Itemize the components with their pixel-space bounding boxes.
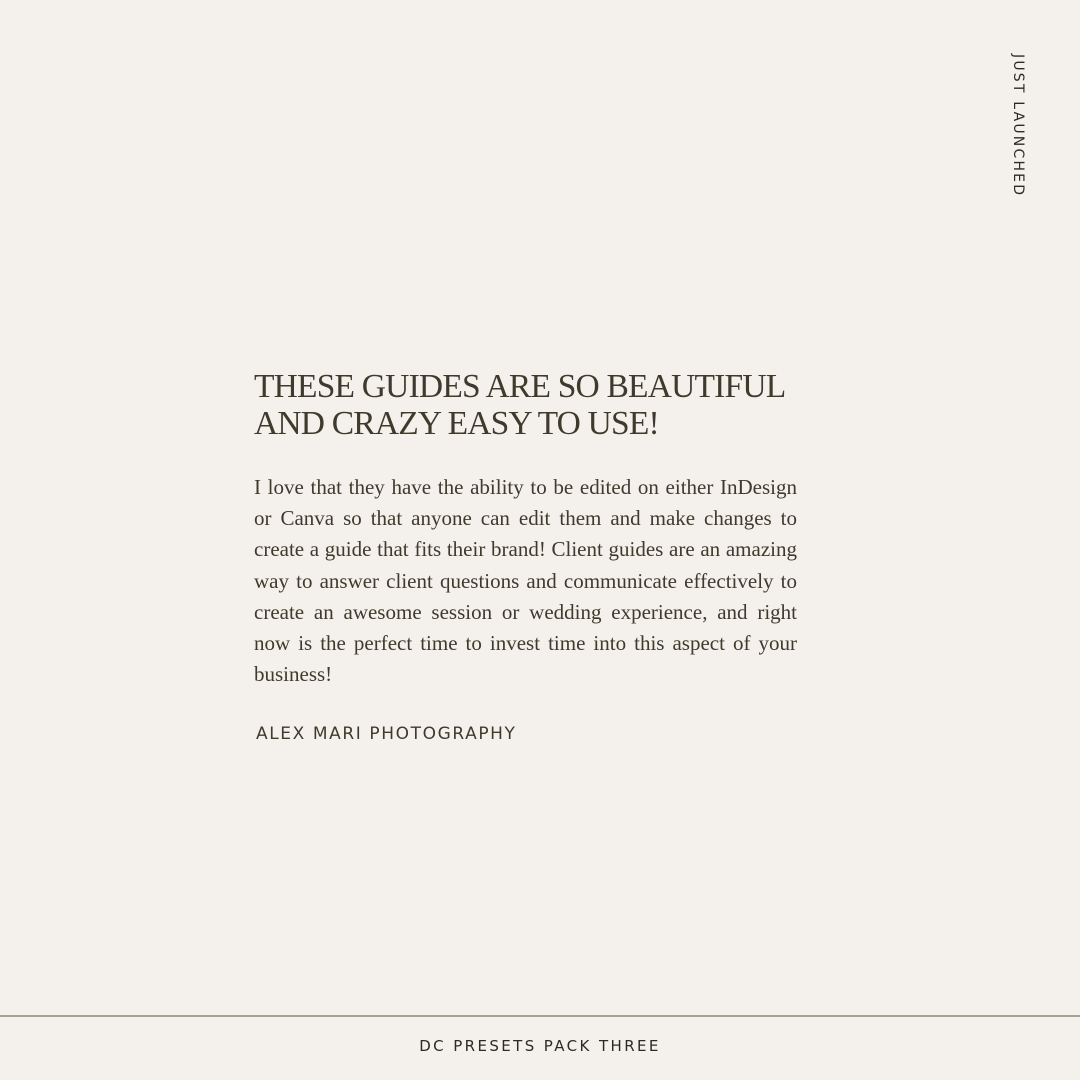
- testimonial-headline: THESE GUIDES ARE SO BEAUTIFUL AND CRAZY EASY TO USE!: [254, 368, 785, 442]
- testimonial-attribution: ALEX MARI PHOTOGRAPHY: [256, 724, 517, 745]
- testimonial-body: I love that they have the ability to be edited on either InDesign or Canva so that anyone can edit them and make changes to create a guide that fits their brand! Client guides are an amazing way to answer client questions and communicate effectively to create an awesome session or wedding experience, and right now is the perfect time to invest time into this aspect of your business!: [254, 475, 797, 687]
- footer-divider: [0, 1015, 1080, 1017]
- just-launched-label: JUST LAUNCHED: [1010, 54, 1026, 198]
- testimonial: [254, 368, 797, 744]
- footer-label: DC PRESETS PACK THREE: [419, 1037, 661, 1055]
